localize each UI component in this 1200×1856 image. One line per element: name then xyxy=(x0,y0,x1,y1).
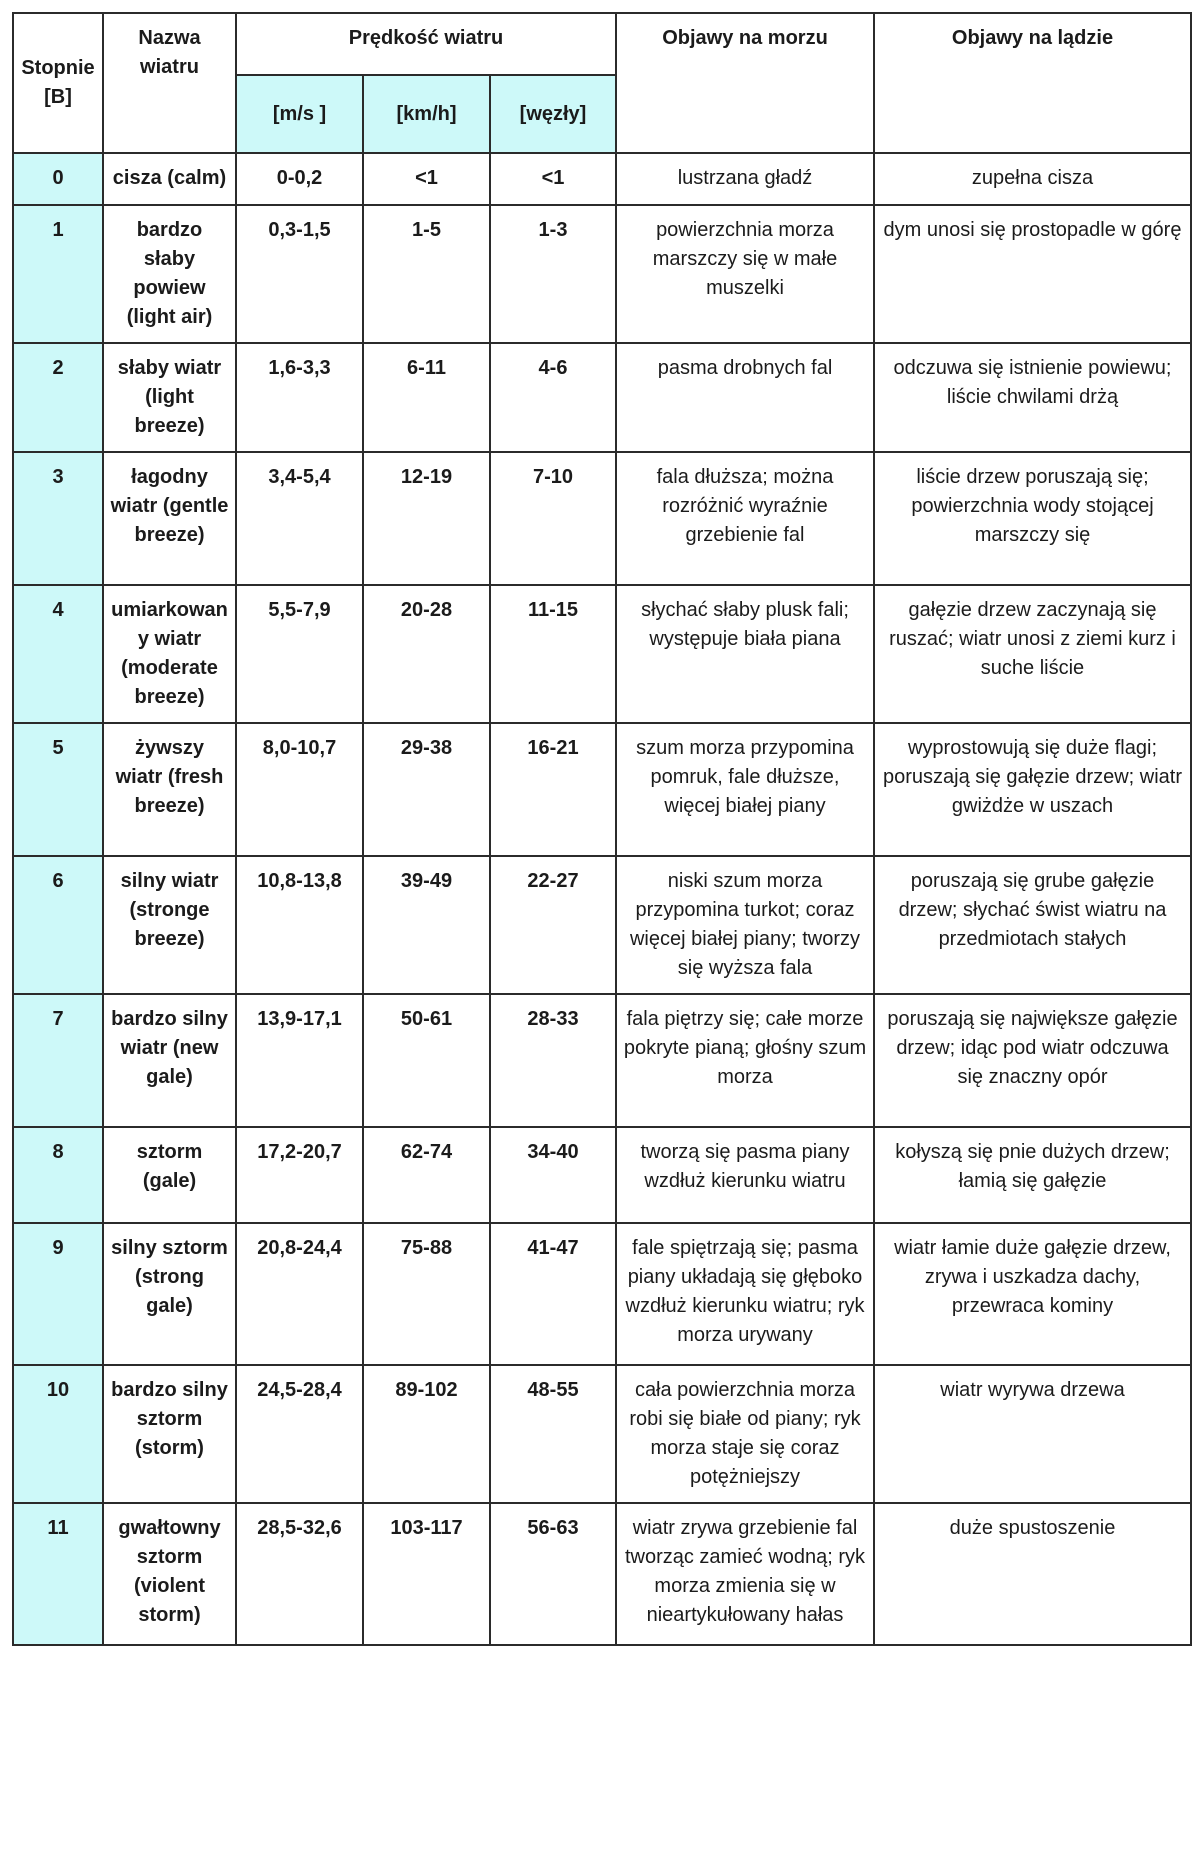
cell-speed-knots: 28-33 xyxy=(490,994,616,1127)
cell-speed-knots: 48-55 xyxy=(490,1365,616,1503)
cell-degree: 6 xyxy=(13,856,103,994)
table-row xyxy=(13,585,1191,723)
cell-land-signs: kołyszą się pnie dużych drzew; łamią się gałęzie xyxy=(874,1127,1191,1223)
header-unit-kmh: [km/h] xyxy=(363,75,490,153)
cell-speed-knots: 41-47 xyxy=(490,1223,616,1365)
cell-speed-kmh: 6-11 xyxy=(363,343,490,452)
table-row xyxy=(13,994,1191,1127)
cell-land-signs: duże spustoszenie xyxy=(874,1503,1191,1645)
cell-sea-signs: wiatr zrywa grzebienie fal tworząc zamieć wodną; ryk morza zmienia się w nieartykułowany hałas xyxy=(616,1503,874,1645)
cell-speed-ms: 0,3-1,5 xyxy=(236,205,363,343)
cell-speed-knots: 22-27 xyxy=(490,856,616,994)
cell-wind-name: bardzo silny wiatr (new gale) xyxy=(103,994,236,1127)
cell-sea-signs: fale spiętrzają się; pasma piany układają się głęboko wzdłuż kierunku wiatru; ryk morza urywany xyxy=(616,1223,874,1365)
cell-land-signs: wiatr łamie duże gałęzie drzew, zrywa i uszkadza dachy, przewraca kominy xyxy=(874,1223,1191,1365)
cell-land-signs: gałęzie drzew zaczynają się ruszać; wiatr unosi z ziemi kurz i suche liście xyxy=(874,585,1191,723)
cell-sea-signs: pasma drobnych fal xyxy=(616,343,874,452)
table-row xyxy=(13,1223,1191,1365)
cell-degree: 9 xyxy=(13,1223,103,1365)
cell-wind-name: łagodny wiatr (gentle breeze) xyxy=(103,452,236,585)
table-row xyxy=(13,723,1191,856)
cell-speed-knots: 1-3 xyxy=(490,205,616,343)
cell-land-signs: liście drzew poruszają się; powierzchnia wody stojącej marszczy się xyxy=(874,452,1191,585)
cell-land-signs: dym unosi się prostopadle w górę xyxy=(874,205,1191,343)
cell-wind-name: umiarkowany wiatr (moderate breeze) xyxy=(103,585,236,723)
cell-wind-name: silny wiatr (stronge breeze) xyxy=(103,856,236,994)
cell-wind-name: silny sztorm (strong gale) xyxy=(103,1223,236,1365)
table-row xyxy=(13,153,1191,205)
cell-speed-kmh: 39-49 xyxy=(363,856,490,994)
cell-speed-ms: 17,2-20,7 xyxy=(236,1127,363,1223)
cell-wind-name: gwałtowny sztorm (violent storm) xyxy=(103,1503,236,1645)
header-degree: Stopnie [B] xyxy=(13,13,103,153)
cell-speed-knots: 7-10 xyxy=(490,452,616,585)
cell-wind-name: słaby wiatr (light breeze) xyxy=(103,343,236,452)
cell-sea-signs: lustrzana gładź xyxy=(616,153,874,205)
table-row xyxy=(13,856,1191,994)
table-row xyxy=(13,1365,1191,1503)
cell-sea-signs: niski szum morza przypomina turkot; coraz więcej białej piany; tworzy się wyższa fala xyxy=(616,856,874,994)
cell-land-signs: poruszają się największe gałęzie drzew; idąc pod wiatr odczuwa się znaczny opór xyxy=(874,994,1191,1127)
cell-degree: 4 xyxy=(13,585,103,723)
cell-land-signs: zupełna cisza xyxy=(874,153,1191,205)
table-row xyxy=(13,1503,1191,1645)
header-sea-signs: Objawy na morzu xyxy=(616,13,874,153)
cell-degree: 5 xyxy=(13,723,103,856)
cell-speed-knots: <1 xyxy=(490,153,616,205)
cell-sea-signs: powierzchnia morza marszczy się w małe muszelki xyxy=(616,205,874,343)
cell-speed-kmh: 89-102 xyxy=(363,1365,490,1503)
cell-land-signs: wyprostowują się duże flagi; poruszają się gałęzie drzew; wiatr gwiżdże w uszach xyxy=(874,723,1191,856)
table-row xyxy=(13,205,1191,343)
cell-speed-ms: 10,8-13,8 xyxy=(236,856,363,994)
cell-wind-name: bardzo silny sztorm (storm) xyxy=(103,1365,236,1503)
cell-degree: 3 xyxy=(13,452,103,585)
cell-degree: 0 xyxy=(13,153,103,205)
header-row-main xyxy=(13,13,1191,75)
cell-speed-kmh: 12-19 xyxy=(363,452,490,585)
cell-sea-signs: szum morza przypomina pomruk, fale dłuższe, więcej białej piany xyxy=(616,723,874,856)
cell-speed-ms: 3,4-5,4 xyxy=(236,452,363,585)
cell-degree: 1 xyxy=(13,205,103,343)
cell-speed-kmh: 103-117 xyxy=(363,1503,490,1645)
header-wind-speed: Prędkość wiatru xyxy=(236,13,616,75)
cell-speed-kmh: <1 xyxy=(363,153,490,205)
cell-speed-ms: 24,5-28,4 xyxy=(236,1365,363,1503)
cell-speed-ms: 13,9-17,1 xyxy=(236,994,363,1127)
cell-speed-ms: 28,5-32,6 xyxy=(236,1503,363,1645)
cell-speed-kmh: 20-28 xyxy=(363,585,490,723)
table-row xyxy=(13,1127,1191,1223)
cell-speed-ms: 5,5-7,9 xyxy=(236,585,363,723)
cell-speed-ms: 0-0,2 xyxy=(236,153,363,205)
cell-speed-kmh: 62-74 xyxy=(363,1127,490,1223)
header-land-signs: Objawy na lądzie xyxy=(874,13,1191,153)
cell-sea-signs: tworzą się pasma piany wzdłuż kierunku wiatru xyxy=(616,1127,874,1223)
cell-speed-kmh: 75-88 xyxy=(363,1223,490,1365)
cell-speed-knots: 16-21 xyxy=(490,723,616,856)
cell-speed-kmh: 50-61 xyxy=(363,994,490,1127)
cell-speed-ms: 1,6-3,3 xyxy=(236,343,363,452)
cell-degree: 10 xyxy=(13,1365,103,1503)
cell-speed-knots: 11-15 xyxy=(490,585,616,723)
cell-land-signs: wiatr wyrywa drzewa xyxy=(874,1365,1191,1503)
cell-wind-name: cisza (calm) xyxy=(103,153,236,205)
cell-speed-ms: 20,8-24,4 xyxy=(236,1223,363,1365)
cell-land-signs: poruszają się grube gałęzie drzew; słychać świst wiatru na przedmiotach stałych xyxy=(874,856,1191,994)
table-row xyxy=(13,343,1191,452)
cell-degree: 2 xyxy=(13,343,103,452)
header-unit-ms: [m/s ] xyxy=(236,75,363,153)
table-body xyxy=(13,153,1191,1645)
cell-sea-signs: słychać słaby plusk fali; występuje biała piana xyxy=(616,585,874,723)
cell-degree: 7 xyxy=(13,994,103,1127)
cell-speed-knots: 4-6 xyxy=(490,343,616,452)
cell-wind-name: żywszy wiatr (fresh breeze) xyxy=(103,723,236,856)
cell-sea-signs: cała powierzchnia morza robi się białe od piany; ryk morza staje się coraz potężniejszy xyxy=(616,1365,874,1503)
cell-wind-name: bardzo słaby powiew (light air) xyxy=(103,205,236,343)
cell-speed-ms: 8,0-10,7 xyxy=(236,723,363,856)
cell-speed-knots: 56-63 xyxy=(490,1503,616,1645)
table-row xyxy=(13,452,1191,585)
cell-speed-knots: 34-40 xyxy=(490,1127,616,1223)
cell-speed-kmh: 1-5 xyxy=(363,205,490,343)
cell-land-signs: odczuwa się istnienie powiewu; liście chwilami drżą xyxy=(874,343,1191,452)
cell-degree: 11 xyxy=(13,1503,103,1645)
header-wind-name: Nazwa wiatru xyxy=(103,13,236,153)
cell-speed-kmh: 29-38 xyxy=(363,723,490,856)
header-unit-knots: [węzły] xyxy=(490,75,616,153)
cell-sea-signs: fala dłuższa; można rozróżnić wyraźnie grzebienie fal xyxy=(616,452,874,585)
cell-sea-signs: fala piętrzy się; całe morze pokryte pianą; głośny szum morza xyxy=(616,994,874,1127)
cell-degree: 8 xyxy=(13,1127,103,1223)
beaufort-scale-table xyxy=(12,12,1192,1646)
cell-wind-name: sztorm (gale) xyxy=(103,1127,236,1223)
